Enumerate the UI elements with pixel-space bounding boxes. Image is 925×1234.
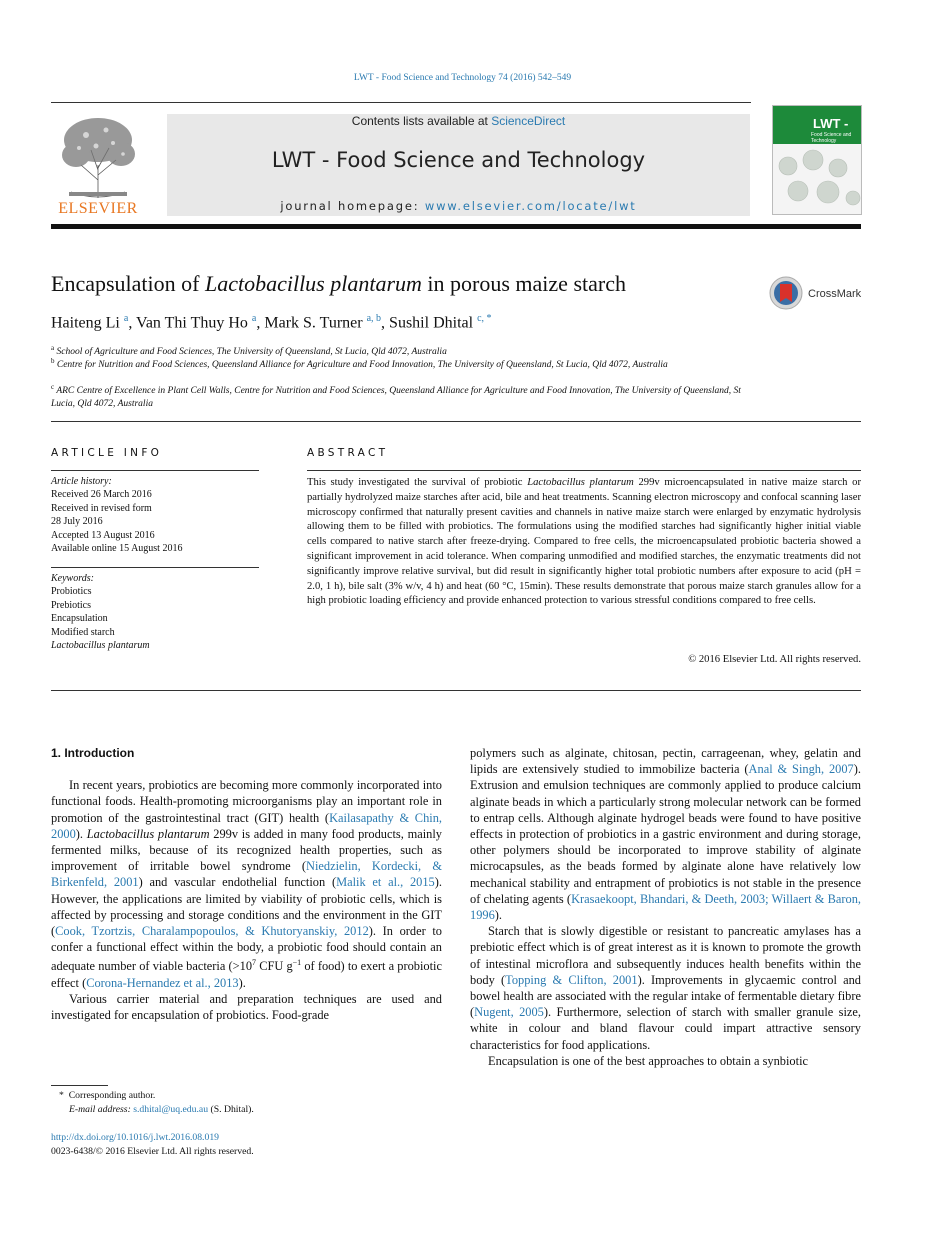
author-separator: , xyxy=(128,314,137,332)
citation-link[interactable]: Krasaekoopt, Bhandari, & Deeth, 2003; Willaert & Baron, 1996 xyxy=(470,891,861,923)
text-run: CFU g xyxy=(256,959,293,974)
header-thick-rule xyxy=(51,224,861,229)
author-affiliation-marker[interactable]: c, * xyxy=(477,313,492,324)
abstract-species: Lactobacillus plantarum xyxy=(527,477,634,488)
text-run: ). Furthermore, selection of starch with smaller granule size, white in colour and bland flavour could impart attractive sensory characteristics for food applications. xyxy=(470,1005,862,1052)
affiliation-text: Centre for Nutrition and Food Sciences, Queensland Alliance for Agriculture and Food Innovation, The University of Queensland, St Lucia, Qld 4072, Australia xyxy=(56,360,668,371)
journal-citation[interactable]: LWT - Food Science and Technology 74 (2016) 542–549 xyxy=(353,73,572,83)
paragraph xyxy=(51,777,442,991)
body-column-left xyxy=(51,745,442,1023)
superscript: 7 xyxy=(252,958,257,968)
email-label: E-mail address: xyxy=(69,1103,134,1115)
cover-pattern xyxy=(773,146,861,214)
author-name[interactable]: Van Thi Thuy Ho xyxy=(136,314,248,332)
affiliation-b xyxy=(51,355,751,372)
issn-line: 0023-6438/© 2016 Elsevier Ltd. All rights reserved. xyxy=(51,1145,254,1157)
text-run: ). xyxy=(75,826,87,841)
affiliation-marker: a xyxy=(51,344,55,352)
journal-title: LWT - Food Science and Technology xyxy=(271,148,646,172)
author-separator: , xyxy=(381,314,390,332)
title-species: Lactobacillus plantarum xyxy=(204,271,422,296)
text-run: of food) to exert a probiotic effect ( xyxy=(51,959,442,990)
author-name[interactable]: Sushil Dhital xyxy=(389,314,474,332)
keyword: Prebiotics xyxy=(51,599,91,611)
section-rule xyxy=(51,421,861,422)
affiliation-text: School of Agriculture and Food Sciences, The University of Queensland, St Lucia, Qld 4072, Australia xyxy=(56,347,447,358)
text-run: Starch that is slowly digestible or resistant to pancreatic amylases has a prebiotic effect which is of great interest as it is known to promote the growth of intestinal microflora and subsequently induces health benefits within the body ( xyxy=(470,924,861,987)
paragraph: Various carrier material and preparation techniques are used and investigated for encapsulation of probiotics. Food-grade xyxy=(51,991,442,1023)
sciencedirect-link[interactable]: ScienceDirect xyxy=(491,114,566,128)
crossmark-label[interactable]: CrossMark xyxy=(808,288,862,300)
history-item: Accepted 13 August 2016 xyxy=(51,529,155,541)
author-name[interactable]: Mark S. Turner xyxy=(264,314,363,332)
author-separator: , xyxy=(256,314,265,332)
homepage-prefix: journal homepage: xyxy=(280,199,425,213)
abstract-text xyxy=(307,476,861,609)
history-item: 28 July 2016 xyxy=(51,516,103,528)
meta-bottom-rule xyxy=(51,690,861,691)
species-name: Lactobacillus plantarum xyxy=(86,826,210,841)
cover-subtitle: Food Science and Technology xyxy=(811,132,852,144)
crossmark-icon[interactable] xyxy=(769,276,803,310)
header-rule xyxy=(51,102,751,103)
keyword: Encapsulation xyxy=(51,613,108,625)
text-run: ). xyxy=(494,908,503,923)
article-info-heading: ARTICLE INFO xyxy=(51,447,163,459)
footnote-email xyxy=(51,1103,254,1117)
history-item: Received 26 March 2016 xyxy=(51,489,152,501)
keyword: Lactobacillus plantarum xyxy=(51,640,150,652)
citation-link[interactable]: Cook, Tzortzis, Charalampopoulos, & Khutoryanskiy, 2012 xyxy=(55,924,369,939)
title-part-1: Encapsulation of xyxy=(51,271,205,296)
paragraph: Encapsulation is one of the best approaches to obtain a synbiotic xyxy=(488,1053,809,1068)
history-label: Article history: xyxy=(51,476,112,487)
keywords-rule xyxy=(51,567,259,568)
journal-cover-image xyxy=(772,105,862,215)
elsevier-wordmark: ELSEVIER xyxy=(58,200,138,217)
keyword: Probiotics xyxy=(51,586,92,598)
superscript: −1 xyxy=(292,958,302,968)
article-title xyxy=(51,271,626,297)
footnote xyxy=(51,1089,254,1116)
journal-homepage xyxy=(167,199,750,213)
doi-block xyxy=(51,1131,254,1158)
history-item: Received in revised form xyxy=(51,502,152,514)
abstract-rule xyxy=(307,470,861,471)
history-item: Available online 15 August 2016 xyxy=(51,543,183,555)
citation-link[interactable]: Anal & Singh, 2007 xyxy=(748,762,854,777)
affiliation-marker: b xyxy=(51,357,55,365)
keywords-label: Keywords: xyxy=(51,573,94,584)
homepage-link[interactable]: www.elsevier.com/locate/lwt xyxy=(424,199,637,213)
author-affiliation-marker[interactable]: a xyxy=(251,313,257,324)
paragraph xyxy=(470,745,861,923)
footnote-corresponding xyxy=(51,1089,254,1103)
text-run: ). However, the applications are limited by viability of probiotic cells, which is affected by processing and storage conditions and the environment in the GIT ( xyxy=(51,875,442,939)
abstract-heading: ABSTRACT xyxy=(307,447,389,459)
doi-link[interactable]: http://dx.doi.org/10.1016/j.lwt.2016.08.019 xyxy=(51,1132,220,1143)
keywords-list xyxy=(51,572,261,652)
abstract-part: This study investigated the survival of probiotic xyxy=(307,477,528,488)
text-run: ) and vascular endothelial function ( xyxy=(138,875,337,890)
author-affiliation-marker[interactable]: a xyxy=(123,313,129,324)
cover-title: LWT - xyxy=(813,116,849,131)
article-info-rule xyxy=(51,470,259,471)
affiliation-marker: c xyxy=(51,383,55,391)
email-link[interactable]: s.dhital@uq.edu.au xyxy=(133,1103,209,1115)
text-run: ). xyxy=(238,975,246,990)
footnote-marker: * xyxy=(59,1090,64,1101)
text-run: 299v is added in many food products, mainly fermented milks, because of its recognized health properties, such as improvement of irritable bowel syndrome ( xyxy=(51,826,442,874)
keyword: Modified starch xyxy=(51,626,115,638)
title-part-2: in porous maize starch xyxy=(421,271,626,296)
email-suffix: (S. Dhital). xyxy=(208,1103,254,1115)
abstract-part: 299v microencapsulated in native maize starch or partially hydrolyzed maize starches after acid, bile and heat treatments. Scanning electron microscopy and confocal scanning laser microscopy confirmed that naturally present cavities and channels in native maize starch were enlarged by enzymatic hydrolysis allowing them to be filled with probiotics. The formulations using the modified starches had significantly higher initial viable cells compared to native starch after freeze-drying. Compared to free cells, the microencapsulated probiotic bacteria showed a significant improvement in acid tolerance. When comparing unmodified and modified starches, the enzymatic treatments did not significantly improve relative survival, but did result in significantly higher total probiotic numbers after exposure to acid (pH = 2.0, 1 h), bile salt (3% w/v, 4 h) and heat (60 °C, 15min). These results demonstrate that porous maize starch granules allow for a high probiotic loading efficiency and provide enhanced protection to various stressful conditions compared to free cells. xyxy=(307,477,861,607)
text-run: polymers such as alginate, chitosan, pectin, carrageenan, whey, gelatin and lipids are extensively studied to immobilize bacteria ( xyxy=(470,746,861,777)
body-column-right xyxy=(470,745,861,1069)
contents-prefix: Contents lists available at xyxy=(351,114,492,128)
citation-link[interactable]: Niedzielin, Kordecki, & Birkenfeld, 2001 xyxy=(51,859,442,890)
affiliation-text: ARC Centre of Excellence in Plant Cell Walls, Centre for Nutrition and Food Sciences, Queensland Alliance for Agriculture and Food Innovation, The University of Queensland, St Lucia, Qld 4072, Australia xyxy=(51,386,741,410)
text-run: In recent years, probiotics are becoming more commonly incorporated into functional foods. Health-promoting microorganisms play an important role in promotion of the gastrointestinal tract (GIT) health ( xyxy=(51,778,442,825)
author-name[interactable]: Haiteng Li xyxy=(51,314,120,332)
text-run: ). Extrusion and emulsion techniques are commonly applied to produce calcium alginate beads in which a particularly strong molecular network can be formed to entrap cells. Although alginate hydrogel beads were found to have positive effects in protection of probiotics in a gastric environment and during storage, other polymers should be incorporated to improve stability of alginate microcapsules, as the beads formed by alginate alone have relatively low mechanical stability and entrapment of probiotics is not stable in the presence of chelating agents ( xyxy=(470,762,861,906)
text-run: ). Improvements in glycaemic control and bowel health are associated with the regular intake of fermentable dietary fibre ( xyxy=(470,972,862,1020)
citation-link[interactable]: Kailasapathy & Chin, 2000 xyxy=(51,810,442,841)
footnote-rule xyxy=(51,1085,108,1086)
article-history xyxy=(51,475,261,555)
author-affiliation-marker[interactable]: a, b xyxy=(366,313,382,324)
text-run: ). In order to confer a functional effect within the body, a probiotic food should contain an adequate number of viable bacteria (>10 xyxy=(51,924,442,974)
contents-line xyxy=(167,114,750,128)
author-list xyxy=(51,313,492,332)
citation-link[interactable]: Malik et al., 2015 xyxy=(336,875,435,890)
affiliation-c xyxy=(51,381,751,411)
footnote-text: Corresponding author. xyxy=(68,1090,156,1101)
paragraph xyxy=(470,923,861,1053)
section-heading-introduction: 1. Introduction xyxy=(51,746,135,760)
abstract-copyright: © 2016 Elsevier Ltd. All rights reserved. xyxy=(688,654,861,665)
citation-link[interactable]: Topping & Clifton, 2001 xyxy=(505,972,638,987)
citation-link[interactable]: Nugent, 2005 xyxy=(474,1005,544,1020)
citation-link[interactable]: Corona-Hernandez et al., 2013 xyxy=(86,975,239,990)
